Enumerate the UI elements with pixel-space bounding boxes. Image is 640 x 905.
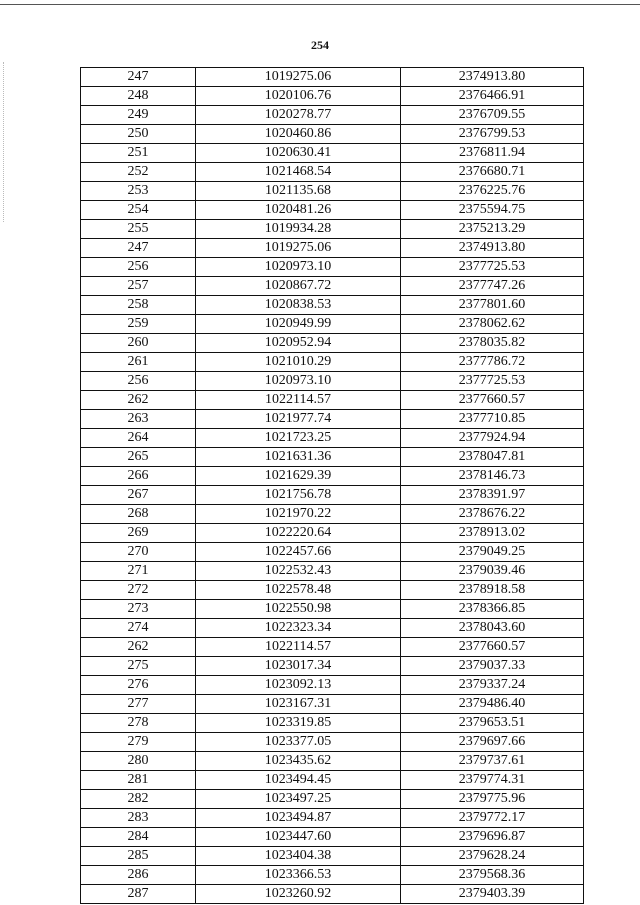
point-number-cell: 256 xyxy=(81,258,196,277)
table-row xyxy=(81,638,584,657)
coordinates-table-body xyxy=(81,68,584,904)
y-coordinate-cell: 2379775.96 xyxy=(401,790,584,809)
point-number-cell: 247 xyxy=(81,239,196,258)
x-coordinate-cell: 1022550.98 xyxy=(196,600,401,619)
point-number-cell: 282 xyxy=(81,790,196,809)
table-row xyxy=(81,277,584,296)
point-number-cell: 281 xyxy=(81,771,196,790)
x-coordinate-cell: 1022457.66 xyxy=(196,543,401,562)
point-number-cell: 259 xyxy=(81,315,196,334)
point-number-cell: 263 xyxy=(81,410,196,429)
x-coordinate-cell: 1022323.34 xyxy=(196,619,401,638)
table-row xyxy=(81,239,584,258)
y-coordinate-cell: 2376225.76 xyxy=(401,182,584,201)
table-row xyxy=(81,220,584,239)
table-row xyxy=(81,752,584,771)
table-row xyxy=(81,771,584,790)
y-coordinate-cell: 2378047.81 xyxy=(401,448,584,467)
x-coordinate-cell: 1023447.60 xyxy=(196,828,401,847)
x-coordinate-cell: 1023377.05 xyxy=(196,733,401,752)
x-coordinate-cell: 1023435.62 xyxy=(196,752,401,771)
x-coordinate-cell: 1022578.48 xyxy=(196,581,401,600)
table-row xyxy=(81,543,584,562)
table-row xyxy=(81,87,584,106)
x-coordinate-cell: 1020106.76 xyxy=(196,87,401,106)
point-number-cell: 249 xyxy=(81,106,196,125)
point-number-cell: 260 xyxy=(81,334,196,353)
x-coordinate-cell: 1019275.06 xyxy=(196,68,401,87)
y-coordinate-cell: 2376799.53 xyxy=(401,125,584,144)
table-row xyxy=(81,258,584,277)
y-coordinate-cell: 2379037.33 xyxy=(401,657,584,676)
point-number-cell: 284 xyxy=(81,828,196,847)
top-rule xyxy=(0,4,640,5)
x-coordinate-cell: 1021010.29 xyxy=(196,353,401,372)
table-row xyxy=(81,847,584,866)
table-row xyxy=(81,315,584,334)
point-number-cell: 276 xyxy=(81,676,196,695)
point-number-cell: 275 xyxy=(81,657,196,676)
x-coordinate-cell: 1020867.72 xyxy=(196,277,401,296)
point-number-cell: 262 xyxy=(81,391,196,410)
point-number-cell: 252 xyxy=(81,163,196,182)
table-row xyxy=(81,429,584,448)
y-coordinate-cell: 2379403.39 xyxy=(401,885,584,904)
x-coordinate-cell: 1021631.36 xyxy=(196,448,401,467)
y-coordinate-cell: 2379697.66 xyxy=(401,733,584,752)
table-row xyxy=(81,448,584,467)
y-coordinate-cell: 2374913.80 xyxy=(401,68,584,87)
y-coordinate-cell: 2379049.25 xyxy=(401,543,584,562)
x-coordinate-cell: 1022220.64 xyxy=(196,524,401,543)
table-row xyxy=(81,353,584,372)
table-row xyxy=(81,524,584,543)
x-coordinate-cell: 1021756.78 xyxy=(196,486,401,505)
x-coordinate-cell: 1020952.94 xyxy=(196,334,401,353)
table-row xyxy=(81,391,584,410)
y-coordinate-cell: 2378918.58 xyxy=(401,581,584,600)
table-row xyxy=(81,619,584,638)
x-coordinate-cell: 1023167.31 xyxy=(196,695,401,714)
y-coordinate-cell: 2378676.22 xyxy=(401,505,584,524)
point-number-cell: 269 xyxy=(81,524,196,543)
point-number-cell: 255 xyxy=(81,220,196,239)
table-row xyxy=(81,505,584,524)
y-coordinate-cell: 2374913.80 xyxy=(401,239,584,258)
table-row xyxy=(81,885,584,904)
point-number-cell: 257 xyxy=(81,277,196,296)
point-number-cell: 254 xyxy=(81,201,196,220)
point-number-cell: 278 xyxy=(81,714,196,733)
y-coordinate-cell: 2378391.97 xyxy=(401,486,584,505)
y-coordinate-cell: 2375213.29 xyxy=(401,220,584,239)
table-row xyxy=(81,828,584,847)
point-number-cell: 251 xyxy=(81,144,196,163)
table-row xyxy=(81,163,584,182)
table-row xyxy=(81,562,584,581)
x-coordinate-cell: 1020949.99 xyxy=(196,315,401,334)
table-row xyxy=(81,144,584,163)
x-coordinate-cell: 1019934.28 xyxy=(196,220,401,239)
x-coordinate-cell: 1020460.86 xyxy=(196,125,401,144)
y-coordinate-cell: 2377725.53 xyxy=(401,372,584,391)
x-coordinate-cell: 1023497.25 xyxy=(196,790,401,809)
table-row xyxy=(81,467,584,486)
x-coordinate-cell: 1022114.57 xyxy=(196,391,401,410)
x-coordinate-cell: 1023366.53 xyxy=(196,866,401,885)
x-coordinate-cell: 1019275.06 xyxy=(196,239,401,258)
point-number-cell: 248 xyxy=(81,87,196,106)
y-coordinate-cell: 2379774.31 xyxy=(401,771,584,790)
table-row xyxy=(81,182,584,201)
y-coordinate-cell: 2379628.24 xyxy=(401,847,584,866)
point-number-cell: 285 xyxy=(81,847,196,866)
y-coordinate-cell: 2376709.55 xyxy=(401,106,584,125)
point-number-cell: 261 xyxy=(81,353,196,372)
y-coordinate-cell: 2377660.57 xyxy=(401,638,584,657)
point-number-cell: 279 xyxy=(81,733,196,752)
y-coordinate-cell: 2377924.94 xyxy=(401,429,584,448)
table-row xyxy=(81,714,584,733)
y-coordinate-cell: 2377660.57 xyxy=(401,391,584,410)
coordinates-table xyxy=(80,67,584,904)
x-coordinate-cell: 1021977.74 xyxy=(196,410,401,429)
point-number-cell: 271 xyxy=(81,562,196,581)
x-coordinate-cell: 1020278.77 xyxy=(196,106,401,125)
point-number-cell: 283 xyxy=(81,809,196,828)
point-number-cell: 250 xyxy=(81,125,196,144)
y-coordinate-cell: 2379568.36 xyxy=(401,866,584,885)
y-coordinate-cell: 2378146.73 xyxy=(401,467,584,486)
table-row xyxy=(81,733,584,752)
table-row xyxy=(81,600,584,619)
point-number-cell: 264 xyxy=(81,429,196,448)
x-coordinate-cell: 1023017.34 xyxy=(196,657,401,676)
y-coordinate-cell: 2378035.82 xyxy=(401,334,584,353)
y-coordinate-cell: 2376811.94 xyxy=(401,144,584,163)
y-coordinate-cell: 2377786.72 xyxy=(401,353,584,372)
point-number-cell: 256 xyxy=(81,372,196,391)
point-number-cell: 265 xyxy=(81,448,196,467)
table-row xyxy=(81,486,584,505)
x-coordinate-cell: 1022114.57 xyxy=(196,638,401,657)
point-number-cell: 277 xyxy=(81,695,196,714)
point-number-cell: 272 xyxy=(81,581,196,600)
table-row xyxy=(81,334,584,353)
table-row xyxy=(81,581,584,600)
y-coordinate-cell: 2376680.71 xyxy=(401,163,584,182)
y-coordinate-cell: 2377710.85 xyxy=(401,410,584,429)
x-coordinate-cell: 1020838.53 xyxy=(196,296,401,315)
y-coordinate-cell: 2379337.24 xyxy=(401,676,584,695)
x-coordinate-cell: 1023494.45 xyxy=(196,771,401,790)
x-coordinate-cell: 1023494.87 xyxy=(196,809,401,828)
table-row xyxy=(81,68,584,87)
table-row xyxy=(81,106,584,125)
table-row xyxy=(81,809,584,828)
y-coordinate-cell: 2379737.61 xyxy=(401,752,584,771)
y-coordinate-cell: 2376466.91 xyxy=(401,87,584,106)
point-number-cell: 268 xyxy=(81,505,196,524)
point-number-cell: 262 xyxy=(81,638,196,657)
table-row xyxy=(81,676,584,695)
y-coordinate-cell: 2378366.85 xyxy=(401,600,584,619)
point-number-cell: 286 xyxy=(81,866,196,885)
y-coordinate-cell: 2379696.87 xyxy=(401,828,584,847)
table-row xyxy=(81,201,584,220)
x-coordinate-cell: 1021135.68 xyxy=(196,182,401,201)
point-number-cell: 270 xyxy=(81,543,196,562)
x-coordinate-cell: 1023092.13 xyxy=(196,676,401,695)
table-row xyxy=(81,657,584,676)
page-number: 254 xyxy=(311,38,329,52)
x-coordinate-cell: 1020481.26 xyxy=(196,201,401,220)
x-coordinate-cell: 1020973.10 xyxy=(196,258,401,277)
x-coordinate-cell: 1022532.43 xyxy=(196,562,401,581)
x-coordinate-cell: 1021723.25 xyxy=(196,429,401,448)
table-row xyxy=(81,695,584,714)
x-coordinate-cell: 1023319.85 xyxy=(196,714,401,733)
x-coordinate-cell: 1021629.39 xyxy=(196,467,401,486)
point-number-cell: 287 xyxy=(81,885,196,904)
point-number-cell: 267 xyxy=(81,486,196,505)
x-coordinate-cell: 1023260.92 xyxy=(196,885,401,904)
y-coordinate-cell: 2379039.46 xyxy=(401,562,584,581)
point-number-cell: 280 xyxy=(81,752,196,771)
y-coordinate-cell: 2378913.02 xyxy=(401,524,584,543)
y-coordinate-cell: 2377747.26 xyxy=(401,277,584,296)
point-number-cell: 253 xyxy=(81,182,196,201)
point-number-cell: 266 xyxy=(81,467,196,486)
table-row xyxy=(81,790,584,809)
y-coordinate-cell: 2375594.75 xyxy=(401,201,584,220)
x-coordinate-cell: 1021970.22 xyxy=(196,505,401,524)
binding-marks xyxy=(3,62,6,222)
y-coordinate-cell: 2378062.62 xyxy=(401,315,584,334)
table-row xyxy=(81,372,584,391)
x-coordinate-cell: 1023404.38 xyxy=(196,847,401,866)
y-coordinate-cell: 2377801.60 xyxy=(401,296,584,315)
y-coordinate-cell: 2377725.53 xyxy=(401,258,584,277)
x-coordinate-cell: 1021468.54 xyxy=(196,163,401,182)
point-number-cell: 273 xyxy=(81,600,196,619)
point-number-cell: 258 xyxy=(81,296,196,315)
y-coordinate-cell: 2379653.51 xyxy=(401,714,584,733)
table-row xyxy=(81,296,584,315)
point-number-cell: 274 xyxy=(81,619,196,638)
table-row xyxy=(81,410,584,429)
x-coordinate-cell: 1020630.41 xyxy=(196,144,401,163)
x-coordinate-cell: 1020973.10 xyxy=(196,372,401,391)
y-coordinate-cell: 2379772.17 xyxy=(401,809,584,828)
table-row xyxy=(81,866,584,885)
y-coordinate-cell: 2379486.40 xyxy=(401,695,584,714)
point-number-cell: 247 xyxy=(81,68,196,87)
table-row xyxy=(81,125,584,144)
y-coordinate-cell: 2378043.60 xyxy=(401,619,584,638)
